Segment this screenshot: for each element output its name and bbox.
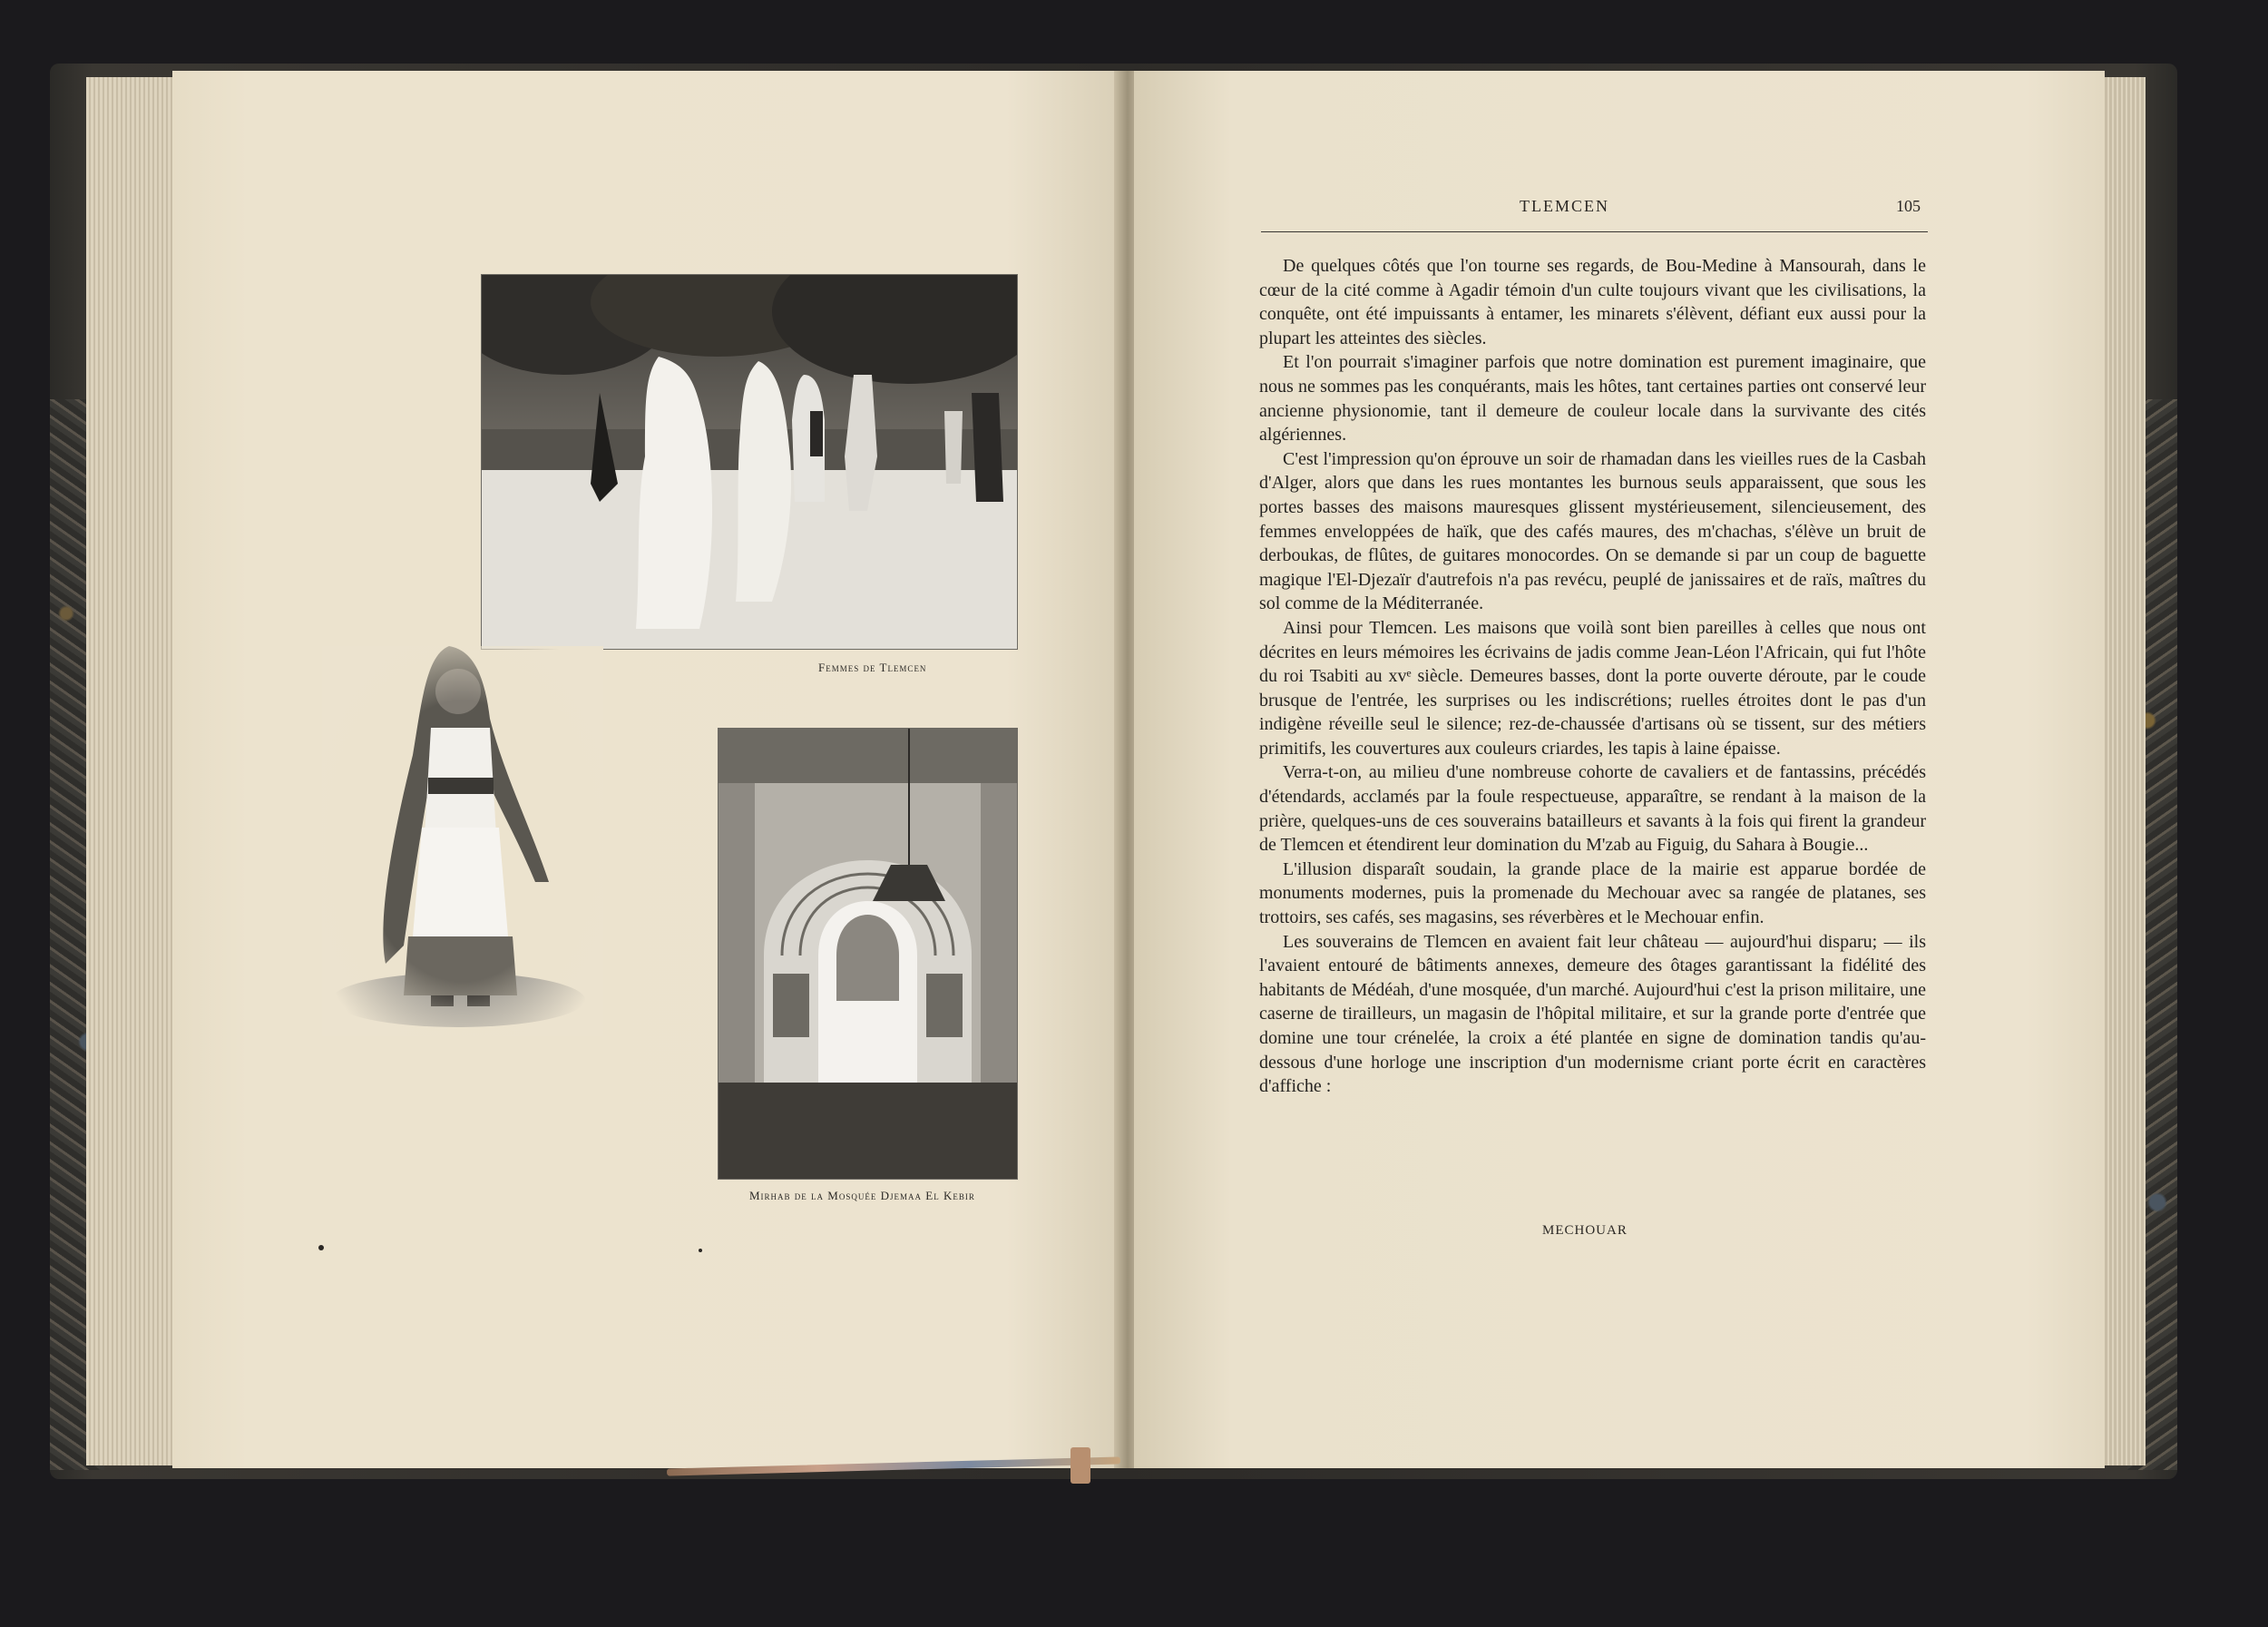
body-text bbox=[1259, 254, 1926, 1099]
photo-mirhab-mosquee bbox=[718, 728, 1018, 1180]
bookmark-ribbon bbox=[1070, 1447, 1090, 1484]
decorative-dot bbox=[699, 1249, 702, 1252]
page-edges-left bbox=[86, 77, 186, 1465]
paragraph: Ainsi pour Tlemcen. Les maisons que voilà sont bien pareilles à celles que nous ont décrites en leurs mémoires les écrivains de jadis comme Jean-Léon l'Africain, qui fut l'hôte du roi Tsabiti au xvᵉ siècle. Demeures basses, dont la porte ouverte déroute, par le coude brusque de l'entrée, les surprises ou les indiscrétions; ruelles étroites dont le pas d'un indigène réveille seul le silence; rez-de-chaussée d'artisans où se tissent, sur des métiers primitifs, les couvertures aux couleurs criardes, les tapis à laine épaisse. bbox=[1259, 617, 1926, 759]
caption-mirhab: Mirhab de la Mosquée Djemaa El Kebir bbox=[749, 1189, 975, 1202]
decorative-dot bbox=[318, 1245, 324, 1250]
paragraph: Verra-t-on, au milieu d'une nombreuse cohorte de cavaliers et de fantassins, précédés d'étendards, acclamés par la foule respectueuse, apparaître, se rendant à la maison de la prière, quelques-uns de ces souverains batailleurs et savants à la fois qui firent la grandeur de Tlemcen et étendirent leur domination du M'zab au Figuig, du Sahara à Bougie... bbox=[1259, 762, 1926, 856]
caption-femmes-de-tlemcen: Femmes de Tlemcen bbox=[818, 661, 927, 674]
paragraph: C'est l'impression qu'on éprouve un soir de rhamadan dans les vieilles rues de la Casbah d'Alger, alors que dans les rues montantes les burnous seuls apparaissent, que sous les portes basses des maisons mauresques glissent mystérieusement, silencieusement, des femmes enveloppées de haïk, que des cafés maures, des m'chachas, s'élève un bruit de derboukas, de flûtes, de guitares monocordes. On se demande si par un coup de baguette magique l'El-Djezaïr d'autrefois n'a pas revécu, peuplé de janissaires et de raïs, maîtres du sol comme de la Méditerranée. bbox=[1259, 448, 1926, 614]
running-head-title: TLEMCEN bbox=[1520, 197, 1609, 215]
paragraph: De quelques côtés que l'on tourne ses regards, de Bou-Medine à Mansourah, dans le cœur de la cité comme à Agadir témoin d'un culte toujours vivant que les civilisations, la conquête, ont été impuissants à entamer, les minarets s'élèvent, défiant eux aussi pour la plupart les atteintes des siècles. bbox=[1259, 256, 1926, 348]
inscription-word: MECHOUAR bbox=[1542, 1223, 1628, 1238]
paragraph: L'illusion disparaît soudain, la grande place de la mairie est apparue bordée de monuments modernes, puis la promenade du Mechouar avec sa rangée de platanes, ses trottoirs, ses cafés, ses magasins, ses réverbères et le Mechouar enfin. bbox=[1259, 858, 1926, 928]
running-header bbox=[1261, 195, 1928, 232]
paragraph: Les souverains de Tlemcen en avaient fait leur château — aujourd'hui disparu; — ils l'avaient entouré de bâtiments annexes, demeure des ôtages garantissant la fidélité des habitants de Médéah, d'une mosquée, d'un marché. Aujourd'hui c'est la prison militaire, une caserne de tirailleurs, un magasin de l'hôpital militaire, et sur la grande porte d'entrée que domine une tour crénelée, la croix a été plantée en signe de domination tandis qu'au-dessous d'une horloge une inscription d'un modernisme criant porte écrit en caractères d'affiche : bbox=[1259, 931, 1926, 1097]
page-number: 105 bbox=[1896, 197, 1921, 215]
paragraph: Et l'on pourrait s'imaginer parfois que notre domination est purement imaginaire, que nous ne sommes pas les conquérants, mais les hôtes, tant certaines parties ont conservé leur ancienne physionomie, tant il demeure de couleur locale dans la survivante des cités algériennes. bbox=[1259, 352, 1926, 446]
photo-femmes-de-tlemcen bbox=[481, 274, 1018, 650]
photo-woman-portrait bbox=[322, 646, 603, 1036]
